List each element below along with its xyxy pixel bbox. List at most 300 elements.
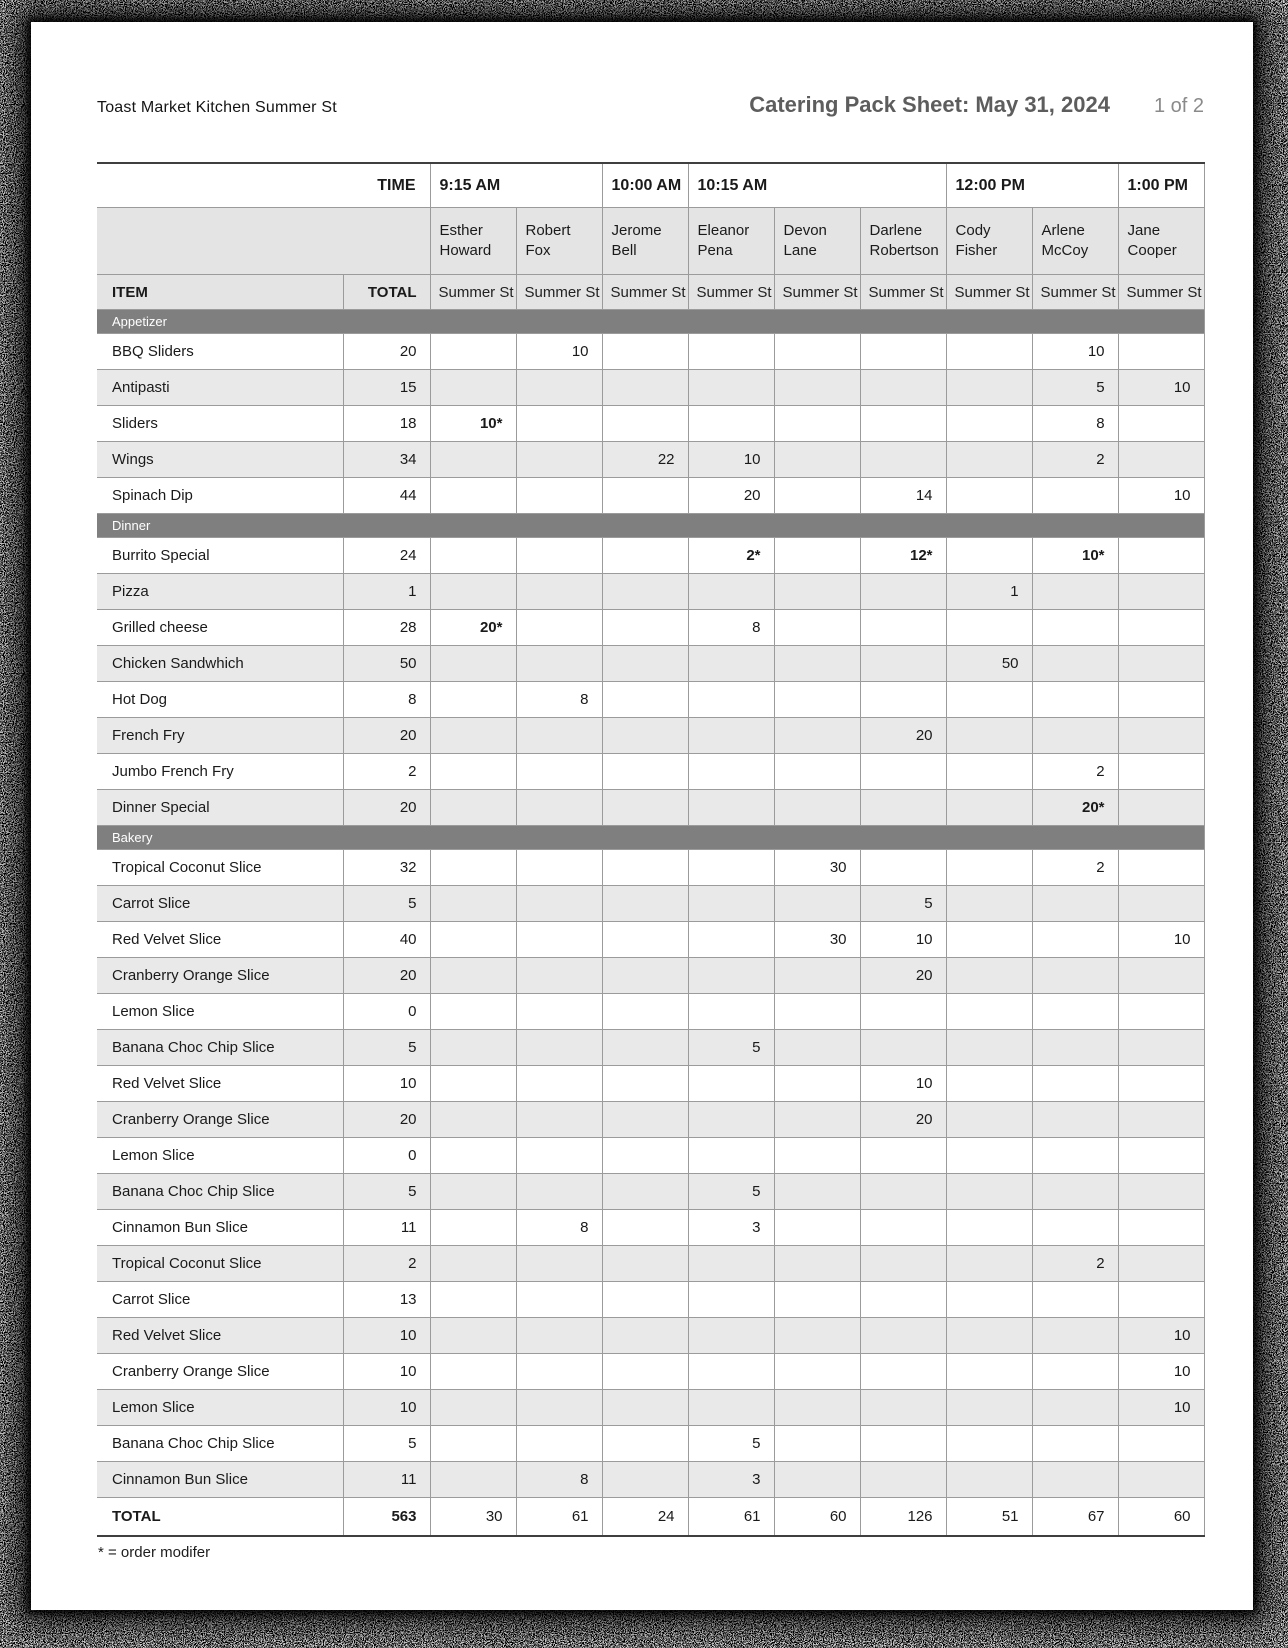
location-header: Summer St [860,275,946,310]
table-row [97,574,1204,610]
qty-cell: 20 [860,718,946,754]
qty-cell: 20 [860,958,946,994]
qty-cell [602,1354,688,1390]
item-total: 20 [343,790,430,826]
item-name: Red Velvet Slice [97,1318,343,1354]
qty-cell [688,334,774,370]
table-row [97,1210,1204,1246]
qty-cell [860,334,946,370]
qty-cell [946,1390,1032,1426]
qty-cell [1032,646,1118,682]
qty-cell [946,538,1032,574]
qty-cell [860,370,946,406]
qty-cell [516,1354,602,1390]
qty-cell [860,1354,946,1390]
qty-cell [1118,886,1204,922]
qty-cell [602,406,688,442]
qty-cell [946,1462,1032,1498]
qty-cell [774,1138,860,1174]
qty-cell [516,718,602,754]
qty-cell: 10 [1032,334,1118,370]
qty-cell [860,1462,946,1498]
qty-cell [774,1030,860,1066]
qty-cell: 20* [430,610,516,646]
qty-cell [516,1030,602,1066]
qty-cell [774,682,860,718]
item-name: Cranberry Orange Slice [97,1102,343,1138]
qty-cell [860,790,946,826]
qty-cell [1118,994,1204,1030]
item-name: Pizza [97,574,343,610]
item-total: 44 [343,478,430,514]
item-name: Carrot Slice [97,886,343,922]
qty-cell: 30 [774,850,860,886]
staff-name: Cody Fisher [946,208,1032,275]
section-title: Appetizer [97,310,1204,334]
qty-cell: 8 [1032,406,1118,442]
qty-cell [774,718,860,754]
qty-cell [430,1318,516,1354]
table-row [97,1318,1204,1354]
qty-cell [946,1426,1032,1462]
qty-cell [430,370,516,406]
qty-cell [688,1282,774,1318]
table-row [97,1030,1204,1066]
item-total: 18 [343,406,430,442]
item-total: 15 [343,370,430,406]
qty-cell [946,1246,1032,1282]
qty-cell [860,1174,946,1210]
qty-cell [602,478,688,514]
qty-cell [1032,478,1118,514]
column-total: 60 [774,1498,860,1537]
qty-cell [516,958,602,994]
table-row [97,1462,1204,1498]
item-total: 0 [343,1138,430,1174]
qty-cell [430,574,516,610]
qty-cell [1032,574,1118,610]
qty-cell [1032,958,1118,994]
qty-cell [1032,1066,1118,1102]
qty-cell [774,478,860,514]
qty-cell [946,790,1032,826]
qty-cell [602,370,688,406]
table-row [97,646,1204,682]
qty-cell [1118,646,1204,682]
item-name: Banana Choc Chip Slice [97,1030,343,1066]
qty-cell: 5 [860,886,946,922]
qty-cell [946,1210,1032,1246]
sheet-header [97,92,1204,118]
time-slot: 12:00 PM [946,163,1118,208]
item-name: Red Velvet Slice [97,1066,343,1102]
qty-cell [688,1354,774,1390]
table-row [97,922,1204,958]
qty-cell [602,1174,688,1210]
order-modifier-footnote: * = order modifer [98,1544,211,1561]
qty-cell [602,1282,688,1318]
location-header: Summer St [946,275,1032,310]
qty-cell [1118,1210,1204,1246]
qty-cell [946,334,1032,370]
item-total: 50 [343,646,430,682]
qty-cell [774,1174,860,1210]
qty-cell [774,442,860,478]
item-name: Wings [97,442,343,478]
section-header-row [97,514,1204,538]
names-row-spacer [97,208,430,275]
qty-cell: 14 [860,478,946,514]
qty-cell [688,922,774,958]
item-name: French Fry [97,718,343,754]
column-header-row [97,275,1204,310]
qty-cell: 3 [688,1462,774,1498]
qty-cell [946,1354,1032,1390]
qty-cell [774,1210,860,1246]
qty-cell [774,1246,860,1282]
qty-cell [1032,994,1118,1030]
table-row [97,1246,1204,1282]
item-total: 20 [343,958,430,994]
qty-cell [860,1318,946,1354]
item-name: Hot Dog [97,682,343,718]
qty-cell [688,370,774,406]
qty-cell [688,1390,774,1426]
item-name: Grilled cheese [97,610,343,646]
item-total: 20 [343,334,430,370]
qty-cell [602,1210,688,1246]
qty-cell [430,922,516,958]
qty-cell [1032,1282,1118,1318]
qty-cell [688,406,774,442]
qty-cell [516,790,602,826]
qty-cell [1032,682,1118,718]
qty-cell: 2 [1032,850,1118,886]
column-total: 67 [1032,1498,1118,1537]
qty-cell [430,1354,516,1390]
qty-cell [1032,1390,1118,1426]
totals-row [97,1498,1204,1537]
item-name: Tropical Coconut Slice [97,850,343,886]
qty-cell [1118,1282,1204,1318]
time-slot: 1:00 PM [1118,163,1204,208]
grand-total: 563 [343,1498,430,1537]
item-total: 20 [343,1102,430,1138]
table-row [97,1102,1204,1138]
qty-cell: 20* [1032,790,1118,826]
staff-name: Arlene McCoy [1032,208,1118,275]
qty-cell [602,1102,688,1138]
section-header-row [97,310,1204,334]
location-header: Summer St [516,275,602,310]
time-slot: 10:00 AM [602,163,688,208]
qty-cell [516,1318,602,1354]
qty-cell: 2 [1032,1246,1118,1282]
qty-cell: 5 [1032,370,1118,406]
qty-cell [1118,334,1204,370]
column-total: 126 [860,1498,946,1537]
pack-sheet-table [97,162,1205,1537]
item-total: 32 [343,850,430,886]
item-name: Spinach Dip [97,478,343,514]
qty-cell [860,1210,946,1246]
qty-cell: 50 [946,646,1032,682]
staff-name: Jerome Bell [602,208,688,275]
qty-cell [430,442,516,478]
qty-cell [774,1390,860,1426]
qty-cell [1032,922,1118,958]
item-total: 5 [343,1174,430,1210]
time-slot: 10:15 AM [688,163,946,208]
qty-cell: 5 [688,1426,774,1462]
qty-cell [1118,754,1204,790]
page-indicator: 1 of 2 [1153,95,1204,117]
qty-cell [946,370,1032,406]
qty-cell: 8 [516,1462,602,1498]
qty-cell [946,610,1032,646]
qty-cell [516,886,602,922]
qty-cell [688,850,774,886]
qty-cell: 10* [1032,538,1118,574]
qty-cell [516,370,602,406]
item-total: 5 [343,1426,430,1462]
qty-cell: 10 [860,922,946,958]
qty-cell [602,718,688,754]
qty-cell [430,718,516,754]
qty-cell: 10 [688,442,774,478]
qty-cell [516,754,602,790]
time-slot: 9:15 AM [430,163,602,208]
qty-cell: 10* [430,406,516,442]
table-row [97,1138,1204,1174]
qty-cell [1118,1426,1204,1462]
section-title: Dinner [97,514,1204,538]
table-row [97,1354,1204,1390]
qty-cell [946,718,1032,754]
qty-cell [860,682,946,718]
table-row [97,682,1204,718]
qty-cell [946,1138,1032,1174]
qty-cell [602,610,688,646]
qty-cell [430,646,516,682]
qty-cell: 10 [1118,1354,1204,1390]
qty-cell [774,334,860,370]
qty-cell: 5 [688,1174,774,1210]
staff-name: Devon Lane [774,208,860,275]
qty-cell [430,1102,516,1138]
qty-cell: 2 [1032,442,1118,478]
table-row [97,478,1204,514]
item-name: Red Velvet Slice [97,922,343,958]
item-name: BBQ Sliders [97,334,343,370]
qty-cell [430,682,516,718]
item-total: 2 [343,754,430,790]
qty-cell [688,1138,774,1174]
table-row [97,1390,1204,1426]
qty-cell [860,1282,946,1318]
item-total: 5 [343,1030,430,1066]
qty-cell [516,1102,602,1138]
item-name: Jumbo French Fry [97,754,343,790]
qty-cell [516,994,602,1030]
item-total: 40 [343,922,430,958]
qty-cell: 10 [516,334,602,370]
table-row [97,850,1204,886]
qty-cell [430,1426,516,1462]
qty-cell [602,994,688,1030]
qty-cell [602,922,688,958]
qty-cell [602,850,688,886]
table-row [97,790,1204,826]
qty-cell [774,958,860,994]
qty-cell [1118,1174,1204,1210]
qty-cell [774,790,860,826]
staff-name: Darlene Robertson [860,208,946,275]
qty-cell [430,334,516,370]
qty-cell [1032,886,1118,922]
qty-cell [774,1426,860,1462]
qty-cell [1032,1030,1118,1066]
table-row [97,442,1204,478]
item-name: Lemon Slice [97,1138,343,1174]
column-total: 30 [430,1498,516,1537]
qty-cell: 10 [1118,370,1204,406]
qty-cell [860,442,946,478]
item-name: Cinnamon Bun Slice [97,1462,343,1498]
qty-cell [602,682,688,718]
qty-cell [946,994,1032,1030]
qty-cell [430,1138,516,1174]
column-total: 61 [688,1498,774,1537]
qty-cell [946,1318,1032,1354]
qty-cell [1032,1318,1118,1354]
qty-cell [430,886,516,922]
qty-cell: 20 [860,1102,946,1138]
qty-cell [516,538,602,574]
item-name: Banana Choc Chip Slice [97,1426,343,1462]
item-name: Tropical Coconut Slice [97,1246,343,1282]
qty-cell [946,922,1032,958]
item-name: Lemon Slice [97,1390,343,1426]
qty-cell [688,1102,774,1138]
qty-cell [774,1102,860,1138]
qty-cell [516,610,602,646]
qty-cell: 10 [1118,478,1204,514]
time-header-label: TIME [97,163,430,208]
qty-cell [516,1426,602,1462]
location-header: Summer St [688,275,774,310]
qty-cell: 10 [860,1066,946,1102]
item-name: Cranberry Orange Slice [97,958,343,994]
qty-cell [688,994,774,1030]
qty-cell [602,334,688,370]
item-total: 5 [343,886,430,922]
location-header: Summer St [1032,275,1118,310]
qty-cell [516,646,602,682]
column-total: 60 [1118,1498,1204,1537]
qty-cell: 30 [774,922,860,958]
qty-cell [1118,574,1204,610]
item-total: 13 [343,1282,430,1318]
item-name: Carrot Slice [97,1282,343,1318]
qty-cell: 22 [602,442,688,478]
qty-cell [774,1462,860,1498]
qty-cell [1032,610,1118,646]
qty-cell [1118,718,1204,754]
qty-cell [774,754,860,790]
qty-cell [516,1246,602,1282]
item-name: Lemon Slice [97,994,343,1030]
qty-cell [430,754,516,790]
item-column-header: ITEM [97,275,343,310]
qty-cell [602,1390,688,1426]
qty-cell [1118,442,1204,478]
location-header: Summer St [602,275,688,310]
table-row [97,610,1204,646]
qty-cell [1118,958,1204,994]
qty-cell [946,1102,1032,1138]
qty-cell [688,682,774,718]
table-row [97,370,1204,406]
qty-cell [774,1318,860,1354]
qty-cell [602,754,688,790]
qty-cell [516,442,602,478]
qty-cell [516,850,602,886]
table-row [97,1426,1204,1462]
qty-cell [860,994,946,1030]
qty-cell [1032,1174,1118,1210]
item-total: 20 [343,718,430,754]
qty-cell [430,1246,516,1282]
qty-cell [946,478,1032,514]
qty-cell [688,718,774,754]
qty-cell [688,1318,774,1354]
qty-cell [946,682,1032,718]
qty-cell [602,886,688,922]
qty-cell [602,1246,688,1282]
qty-cell: 8 [516,682,602,718]
total-column-header: TOTAL [343,275,430,310]
qty-cell [1032,1102,1118,1138]
qty-cell [430,958,516,994]
page-title: Catering Pack Sheet: May 31, 2024 [749,92,1110,117]
table-row [97,754,1204,790]
item-total: 8 [343,682,430,718]
qty-cell [688,1066,774,1102]
qty-cell: 5 [688,1030,774,1066]
qty-cell [774,406,860,442]
item-name: Chicken Sandwhich [97,646,343,682]
qty-cell [516,1066,602,1102]
location-header: Summer St [430,275,516,310]
location-header: Summer St [774,275,860,310]
qty-cell [946,850,1032,886]
qty-cell [774,1066,860,1102]
qty-cell [946,1174,1032,1210]
qty-cell: 10 [1118,1318,1204,1354]
table-row [97,334,1204,370]
table-row [97,538,1204,574]
qty-cell [602,574,688,610]
qty-cell [516,406,602,442]
qty-cell [602,1426,688,1462]
qty-cell [516,1282,602,1318]
qty-cell [774,574,860,610]
qty-cell [688,574,774,610]
qty-cell [430,478,516,514]
qty-cell [946,754,1032,790]
qty-cell [1118,1462,1204,1498]
